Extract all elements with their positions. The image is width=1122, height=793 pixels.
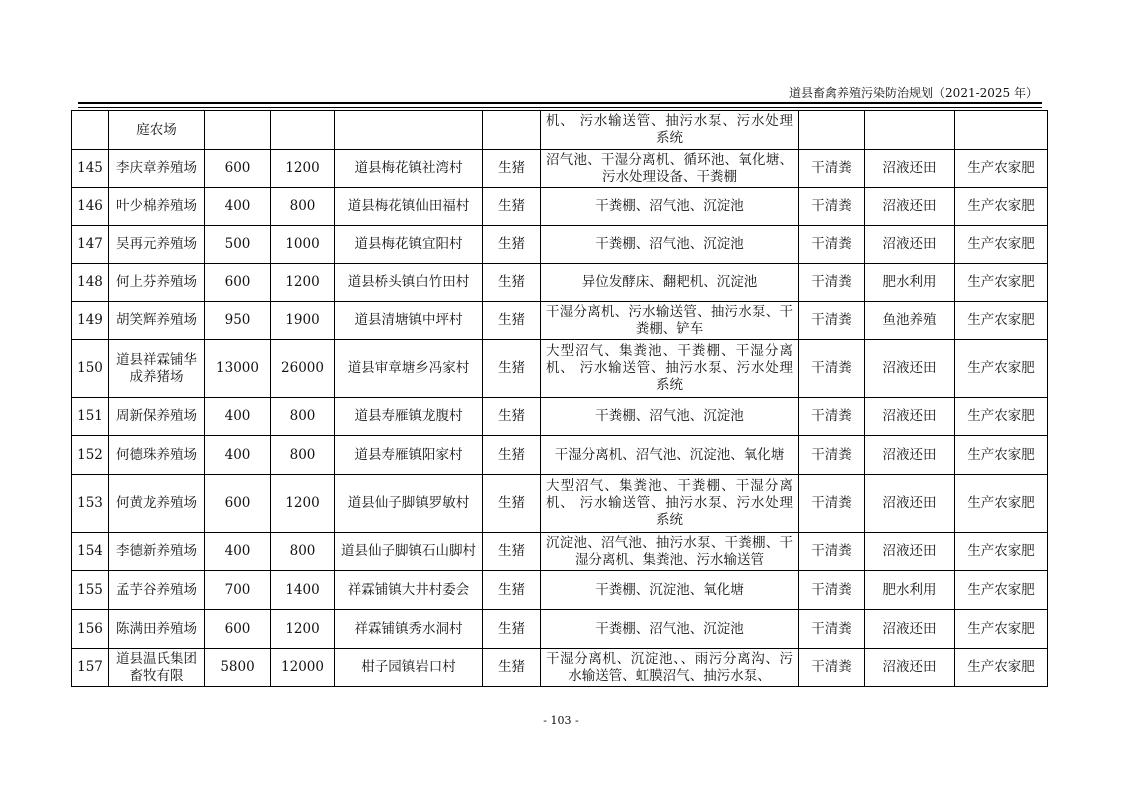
manure-cleaning: 干清粪 [799, 150, 865, 188]
other-utilization: 生产农家肥 [955, 340, 1048, 398]
treatment-facilities: 大型沼气、集粪池、干粪棚、干湿分离机、 污水输送管、抽污水泵、污水处理系统 [541, 340, 799, 398]
farm-location: 祥霖铺镇大井村委会 [335, 571, 483, 610]
livestock-type: 生猪 [483, 188, 541, 226]
farm-location: 道县仙子脚镇罗敏村 [335, 475, 483, 533]
stock-count: 400 [205, 398, 271, 436]
row-number: 147 [72, 226, 109, 264]
table-body [72, 111, 1048, 687]
manure-cleaning: 干清粪 [799, 533, 865, 571]
table-row [72, 226, 1048, 264]
treatment-facilities: 干粪棚、沼气池、沉淀池 [541, 188, 799, 226]
farm-location: 道县桥头镇白竹田村 [335, 264, 483, 302]
row-number [72, 111, 109, 150]
table-row [72, 610, 1048, 649]
utilization-mode: 沼液还田 [865, 340, 955, 398]
utilization-mode: 鱼池养殖 [865, 302, 955, 340]
manure-cleaning: 干清粪 [799, 226, 865, 264]
output-count: 1200 [271, 264, 335, 302]
manure-cleaning: 干清粪 [799, 188, 865, 226]
livestock-type: 生猪 [483, 533, 541, 571]
table-row [72, 302, 1048, 340]
output-count: 800 [271, 188, 335, 226]
farm-name: 何上芬养殖场 [109, 264, 205, 302]
utilization-mode: 沼液还田 [865, 398, 955, 436]
manure-cleaning [799, 111, 865, 150]
page-number: - 103 - [543, 714, 579, 727]
row-number: 151 [72, 398, 109, 436]
other-utilization: 生产农家肥 [955, 571, 1048, 610]
farm-name: 道县温氏集团畜牧有限 [109, 649, 205, 687]
row-number: 152 [72, 436, 109, 475]
stock-count: 700 [205, 571, 271, 610]
utilization-mode: 肥水利用 [865, 571, 955, 610]
stock-count: 600 [205, 264, 271, 302]
treatment-facilities: 干粪棚、沼气池、沉淀池 [541, 610, 799, 649]
output-count: 1900 [271, 302, 335, 340]
row-number: 146 [72, 188, 109, 226]
treatment-facilities: 沉淀池、沼气池、抽污水泵、干粪棚、干 湿分离机、集粪池、污水输送管 [541, 533, 799, 571]
output-count: 1000 [271, 226, 335, 264]
row-number: 154 [72, 533, 109, 571]
other-utilization: 生产农家肥 [955, 610, 1048, 649]
other-utilization: 生产农家肥 [955, 150, 1048, 188]
stock-count: 600 [205, 475, 271, 533]
livestock-type: 生猪 [483, 475, 541, 533]
farm-location: 柑子园镇岩口村 [335, 649, 483, 687]
livestock-type: 生猪 [483, 264, 541, 302]
manure-cleaning: 干清粪 [799, 398, 865, 436]
manure-cleaning: 干清粪 [799, 475, 865, 533]
utilization-mode: 沼液还田 [865, 533, 955, 571]
output-count [271, 111, 335, 150]
stock-count: 13000 [205, 340, 271, 398]
farm-location: 道县寿雁镇阳家村 [335, 436, 483, 475]
document-header-title: 道县畜禽养殖污染防治规划（2021-2025 年） [789, 86, 1038, 100]
other-utilization: 生产农家肥 [955, 302, 1048, 340]
farm-table [71, 110, 1048, 687]
other-utilization [955, 111, 1048, 150]
row-number: 156 [72, 610, 109, 649]
table-row [72, 340, 1048, 398]
table-row [72, 649, 1048, 687]
output-count: 1200 [271, 150, 335, 188]
livestock-type: 生猪 [483, 340, 541, 398]
farm-name: 何黄龙养殖场 [109, 475, 205, 533]
farm-location: 道县审章塘乡冯家村 [335, 340, 483, 398]
utilization-mode: 肥水利用 [865, 264, 955, 302]
utilization-mode: 沼液还田 [865, 475, 955, 533]
livestock-type: 生猪 [483, 571, 541, 610]
farm-location: 道县梅花镇社湾村 [335, 150, 483, 188]
other-utilization: 生产农家肥 [955, 264, 1048, 302]
row-number: 148 [72, 264, 109, 302]
farm-name: 李德新养殖场 [109, 533, 205, 571]
manure-cleaning: 干清粪 [799, 649, 865, 687]
stock-count: 600 [205, 150, 271, 188]
farm-name: 何德珠养殖场 [109, 436, 205, 475]
farm-name: 道县祥霖铺华成养猪场 [109, 340, 205, 398]
utilization-mode: 沼液还田 [865, 436, 955, 475]
livestock-type: 生猪 [483, 150, 541, 188]
other-utilization: 生产农家肥 [955, 398, 1048, 436]
row-number: 155 [72, 571, 109, 610]
stock-count: 500 [205, 226, 271, 264]
utilization-mode: 沼液还田 [865, 150, 955, 188]
farm-name: 庭农场 [109, 111, 205, 150]
farm-name: 周新保养殖场 [109, 398, 205, 436]
treatment-facilities: 干粪棚、沉淀池、氧化塘 [541, 571, 799, 610]
output-count: 800 [271, 533, 335, 571]
farm-location: 道县寿雁镇龙腹村 [335, 398, 483, 436]
farm-name: 叶少棉养殖场 [109, 188, 205, 226]
livestock-type: 生猪 [483, 398, 541, 436]
utilization-mode [865, 111, 955, 150]
manure-cleaning: 干清粪 [799, 340, 865, 398]
farm-name: 陈满田养殖场 [109, 610, 205, 649]
farm-location: 道县仙子脚镇石山脚村 [335, 533, 483, 571]
farm-name: 孟芋谷养殖场 [109, 571, 205, 610]
utilization-mode: 沼液还田 [865, 188, 955, 226]
output-count: 800 [271, 436, 335, 475]
table-row [72, 398, 1048, 436]
treatment-facilities: 大型沼气、集粪池、干粪棚、干湿分离机、 污水输送管、抽污水泵、污水处理系统 [541, 475, 799, 533]
farm-location: 祥霖铺镇秀水洞村 [335, 610, 483, 649]
table-row [72, 111, 1048, 150]
livestock-type: 生猪 [483, 226, 541, 264]
row-number: 149 [72, 302, 109, 340]
manure-cleaning: 干清粪 [799, 571, 865, 610]
utilization-mode: 沼液还田 [865, 610, 955, 649]
manure-cleaning: 干清粪 [799, 302, 865, 340]
treatment-facilities: 干粪棚、沼气池、沉淀池 [541, 398, 799, 436]
row-number: 145 [72, 150, 109, 188]
output-count: 12000 [271, 649, 335, 687]
farm-location: 道县梅花镇宜阳村 [335, 226, 483, 264]
manure-cleaning: 干清粪 [799, 264, 865, 302]
farm-name: 胡笑辉养殖场 [109, 302, 205, 340]
other-utilization: 生产农家肥 [955, 533, 1048, 571]
table-row [72, 475, 1048, 533]
stock-count: 600 [205, 610, 271, 649]
farm-name: 李庆章养殖场 [109, 150, 205, 188]
livestock-type: 生猪 [483, 649, 541, 687]
livestock-type: 生猪 [483, 436, 541, 475]
stock-count: 950 [205, 302, 271, 340]
treatment-facilities: 沼气池、干湿分离机、循环池、氧化塘、污水处理设备、干粪棚 [541, 150, 799, 188]
manure-cleaning: 干清粪 [799, 436, 865, 475]
table-row [72, 533, 1048, 571]
treatment-facilities: 干湿分离机、污水输送管、抽污水泵、干 粪棚、铲车 [541, 302, 799, 340]
stock-count: 5800 [205, 649, 271, 687]
table-row [72, 188, 1048, 226]
other-utilization: 生产农家肥 [955, 226, 1048, 264]
output-count: 800 [271, 398, 335, 436]
other-utilization: 生产农家肥 [955, 436, 1048, 475]
output-count: 1200 [271, 610, 335, 649]
row-number: 157 [72, 649, 109, 687]
farm-location: 道县梅花镇仙田福村 [335, 188, 483, 226]
table-row [72, 150, 1048, 188]
treatment-facilities: 干粪棚、沼气池、沉淀池 [541, 226, 799, 264]
farm-name: 吴再元养殖场 [109, 226, 205, 264]
header-rule-thick [78, 102, 1042, 104]
other-utilization: 生产农家肥 [955, 475, 1048, 533]
table-row [72, 436, 1048, 475]
header-rule-thin [78, 107, 1042, 108]
livestock-type [483, 111, 541, 150]
farm-location [335, 111, 483, 150]
manure-cleaning: 干清粪 [799, 610, 865, 649]
treatment-facilities: 干湿分离机、沼气池、沉淀池、氧化塘 [541, 436, 799, 475]
other-utilization: 生产农家肥 [955, 649, 1048, 687]
output-count: 1200 [271, 475, 335, 533]
table-row [72, 264, 1048, 302]
treatment-facilities: 干湿分离机、沉淀池、、雨污分离沟、污 水输送管、虹膜沼气、抽污水泵、 [541, 649, 799, 687]
stock-count: 400 [205, 533, 271, 571]
row-number: 150 [72, 340, 109, 398]
table-row [72, 571, 1048, 610]
stock-count [205, 111, 271, 150]
livestock-type: 生猪 [483, 610, 541, 649]
utilization-mode: 沼液还田 [865, 649, 955, 687]
farm-location: 道县清塘镇中坪村 [335, 302, 483, 340]
stock-count: 400 [205, 436, 271, 475]
livestock-type: 生猪 [483, 302, 541, 340]
output-count: 1400 [271, 571, 335, 610]
stock-count: 400 [205, 188, 271, 226]
row-number: 153 [72, 475, 109, 533]
other-utilization: 生产农家肥 [955, 188, 1048, 226]
utilization-mode: 沼液还田 [865, 226, 955, 264]
treatment-facilities: 机、 污水输送管、抽污水泵、污水处理系统 [541, 111, 799, 150]
treatment-facilities: 异位发酵床、翻耙机、沉淀池 [541, 264, 799, 302]
output-count: 26000 [271, 340, 335, 398]
